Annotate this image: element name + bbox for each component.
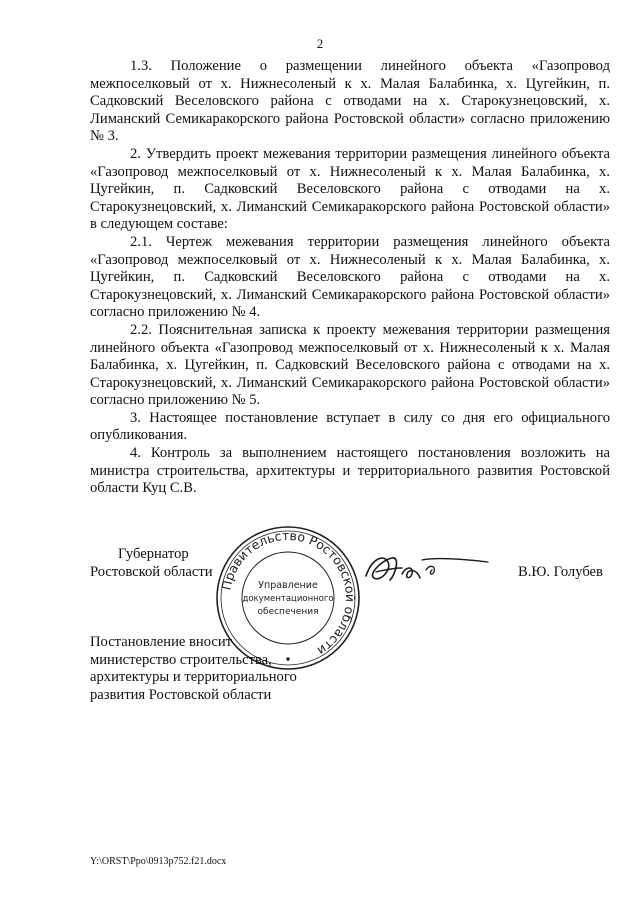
paragraph-3: 3. Настоящее постановление вступает в силу со дня его официального опубликования. [90, 409, 610, 444]
paragraph-2: 2. Утвердить проект межевания территории размещения линейного объекта «Газопровод межпоселковый от х. Нижнесоленый к х. Малая Балабинка, х. Цугейкин, п. Садковский Веселовского района с отводами на х. Старокузнецовский, х. Лиманский Семикаракорского района Ростовской области» в следующем составе: [90, 145, 610, 233]
seal-inner-line2: документационного [242, 594, 334, 604]
seal-inner-line1: Управление [258, 580, 318, 591]
signer-title-line1: Губернатор [118, 546, 189, 562]
paragraph-1-3: 1.3. Положение о размещении линейного объекта «Газопровод межпоселковый от х. Нижнесоленый к х. Малая Балабинка, х. Цугейкин, п. Садковский Веселовского района с отводами на х. Старокузнецовский, х. Лиманский Семикаракорского района Ростовской области» согласно приложению № 3. [90, 58, 610, 145]
paragraph-2-1: 2.1. Чертеж межевания территории размещения линейного объекта «Газопровод межпоселковый от х. Нижнесоленый к х. Малая Балабинка, х. Цугейкин, п. Садковский Веселовского района с отводами на х. Старокузнецовский, х. Лиманский Семикаракорского района Ростовской области» согласно приложению № 4. [90, 233, 610, 321]
handwritten-signature [362, 548, 492, 592]
signer-name: В.Ю. Голубев [518, 564, 603, 580]
submitted-by-line: министерство строительства, [90, 651, 272, 668]
submitted-by-block [90, 634, 297, 704]
submitted-by-line: архитектуры и территориального [90, 669, 297, 686]
seal-outer-text: Правительство Ростовской области [218, 527, 359, 659]
submitted-by-line: Постановление вносит [90, 634, 233, 650]
submitted-by-line: развития Ростовской области [90, 686, 272, 703]
file-path-footer: Y:\ORST\Ppo\0913p752.f21.docx [90, 856, 227, 867]
paragraph-2-2: 2.2. Пояснительная записка к проекту межевания территории размещения линейного объекта «Газопровод межпоселковый от х. Нижнесоленый к х. Малая Балабинка, х. Цугейкин, п. Садковский Веселовского района с отводами на х. Старокузнецовский, х. Лиманский Семикаракорского района Ростовской области» согласно приложению № 5. [90, 321, 610, 409]
signer-title-line2: Ростовской области [90, 564, 213, 580]
page-number: 2 [316, 36, 324, 51]
document-body [90, 58, 610, 498]
signer-title [90, 545, 213, 581]
seal-inner-line3: обеспечения [257, 607, 319, 617]
paragraph-4: 4. Контроль за выполнением настоящего постановления возложить на министра строительства, архитектуры и территориального развития Ростовской области Куц С.В. [90, 445, 610, 497]
